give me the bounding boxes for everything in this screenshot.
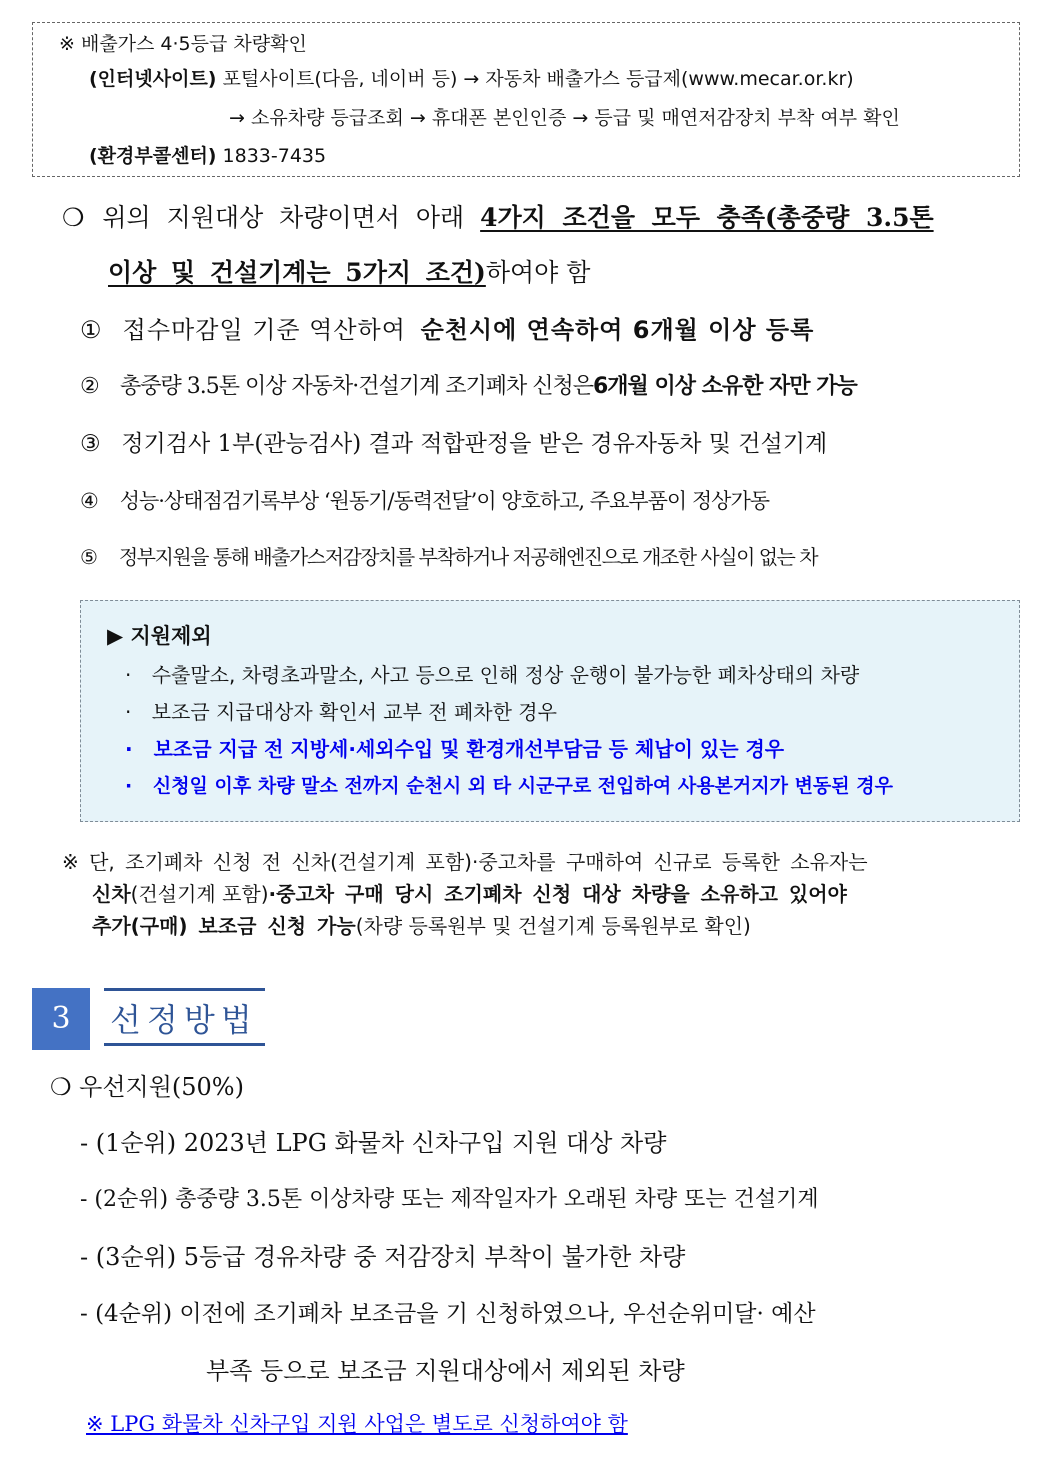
condition-item-3 — [80, 428, 827, 460]
note-plain: (건설기계 포함) — [130, 882, 269, 906]
exclusion-item-text: 보조금 지급대상자 확인서 교부 전 폐차한 경우 — [151, 700, 557, 724]
exclusion-item-2 — [125, 699, 557, 725]
conditions-highlight-1: 4가지 조건을 모두 충족(총중량 3.5톤 — [480, 203, 934, 232]
priority-title: ❍ 우선지원(50%) — [50, 1073, 244, 1101]
conditions-tail: 하여야 함 — [485, 258, 591, 287]
internet-label: (인터넷사이트) — [89, 68, 217, 90]
conditions-lead: 위의 지원대상 차량이면서 아래 — [102, 203, 465, 232]
exclusion-item-text: 보조금 지급 전 지방세·세외수입 및 환경개선부담금 등 체납이 있는 경우 — [153, 737, 785, 761]
list-bullet: · — [125, 663, 132, 687]
section-number-badge: 3 — [32, 988, 90, 1050]
list-bullet: · — [125, 775, 133, 797]
support-exclusion-box — [80, 600, 1020, 822]
exclusion-item-4 — [125, 773, 893, 799]
note-line-2 — [92, 880, 847, 908]
item-number: ⑤ — [80, 545, 97, 569]
internet-text: 포털사이트(다음, 네이버 등) → 자동차 배출가스 등급제(www.mecar.or.kr) — [222, 68, 854, 90]
conditions-bullet: ❍ — [62, 203, 85, 232]
exclusion-item-1 — [125, 662, 859, 688]
conditions-highlight-2: 이상 및 건설기계는 5가지 조건) — [108, 258, 486, 287]
item-text: 총중량 3.5톤 이상 자동차·건설기계 조기폐차 신청은 — [120, 374, 593, 399]
note-line-1: ※ 단, 조기폐차 신청 전 신차(건설기계 포함)·중고차를 구매하여 신규로 등록한 소유자는 — [62, 850, 868, 874]
list-bullet: · — [125, 737, 133, 761]
note-line-3 — [92, 912, 751, 940]
item-number: ② — [80, 374, 99, 399]
condition-item-2 — [80, 371, 857, 403]
callcenter-row — [89, 144, 326, 168]
item-bold: 순천시에 연속하여 6개월 이상 등록 — [420, 316, 815, 344]
item-bold: 6개월 이상 소유한 자만 가능 — [593, 374, 857, 399]
callcenter-number: 1833-7435 — [222, 145, 327, 167]
section-title: 선정방법 — [104, 988, 265, 1046]
condition-item-5 — [80, 541, 817, 573]
note-bold: 추가(구매) 보조금 신청 가능 — [92, 914, 356, 938]
priority-item-4-continued: 부족 등으로 보조금 지원대상에서 제외된 차량 — [206, 1357, 685, 1385]
exclusion-item-3 — [125, 736, 784, 762]
internet-row — [89, 67, 854, 91]
vehicle-grade-info-box — [32, 22, 1020, 177]
conditions-lead-line-2 — [108, 256, 590, 290]
item-text: 정기검사 1부(관능검사) 결과 적합판정을 받은 경유자동차 및 건설기계 — [121, 431, 828, 457]
internet-text-continued: → 소유차량 등급조회 → 휴대폰 본인인증 → 등급 및 매연저감장치 부착 여부 확인 — [229, 107, 900, 129]
note-plain: (차량 등록원부 및 건설기계 등록원부로 확인) — [355, 914, 751, 938]
item-text: 접수마감일 기준 역산하여 — [122, 316, 406, 344]
condition-item-4 — [80, 485, 769, 517]
item-number: ③ — [80, 431, 101, 457]
item-number: ① — [80, 316, 103, 344]
exclusion-title: ▶ 지원제외 — [107, 624, 212, 648]
priority-item-2: - (2순위) 총중량 3.5톤 이상차량 또는 제작일자가 오래된 차량 또는 건설기계 — [80, 1187, 819, 1212]
callcenter-label: (환경부콜센터) — [89, 145, 217, 167]
exclusion-item-text: 수출말소, 차령초과말소, 사고 등으로 인해 정상 운행이 불가능한 폐차상태의 차량 — [151, 663, 860, 687]
note-bold: ·중고차 구매 당시 조기폐차 신청 대상 차량을 소유하고 있어야 — [268, 882, 847, 906]
info-title: ※ 배출가스 4·5등급 차량확인 — [59, 33, 307, 55]
item-number: ④ — [80, 489, 98, 513]
priority-item-1: - (1순위) 2023년 LPG 화물차 신차구입 지원 대상 차량 — [80, 1129, 667, 1157]
item-text: 정부지원을 통해 배출가스저감장치를 부착하거나 저공해엔진으로 개조한 사실이 없는 차 — [118, 545, 818, 569]
list-bullet: · — [125, 700, 132, 724]
lpg-footnote: ※ LPG 화물차 신차구입 지원 사업은 별도로 신청하여야 함 — [86, 1412, 628, 1436]
note-bold: 신차 — [92, 882, 131, 906]
condition-item-1 — [80, 314, 814, 346]
conditions-lead-line — [62, 201, 934, 235]
priority-item-3: - (3순위) 5등급 경유차량 중 저감장치 부착이 불가한 차량 — [80, 1243, 686, 1271]
item-text: 성능·상태점검기록부상 ‘원동기/동력전달’이 양호하고, 주요부품이 정상가동 — [119, 489, 770, 513]
priority-item-4: - (4순위) 이전에 조기폐차 보조금을 기 신청하였으나, 우선순위미달· 예산 — [80, 1301, 816, 1327]
exclusion-item-text: 신청일 이후 차량 말소 전까지 순천시 외 타 시군구로 전입하여 사용본거지가 변동된 경우 — [152, 775, 893, 797]
